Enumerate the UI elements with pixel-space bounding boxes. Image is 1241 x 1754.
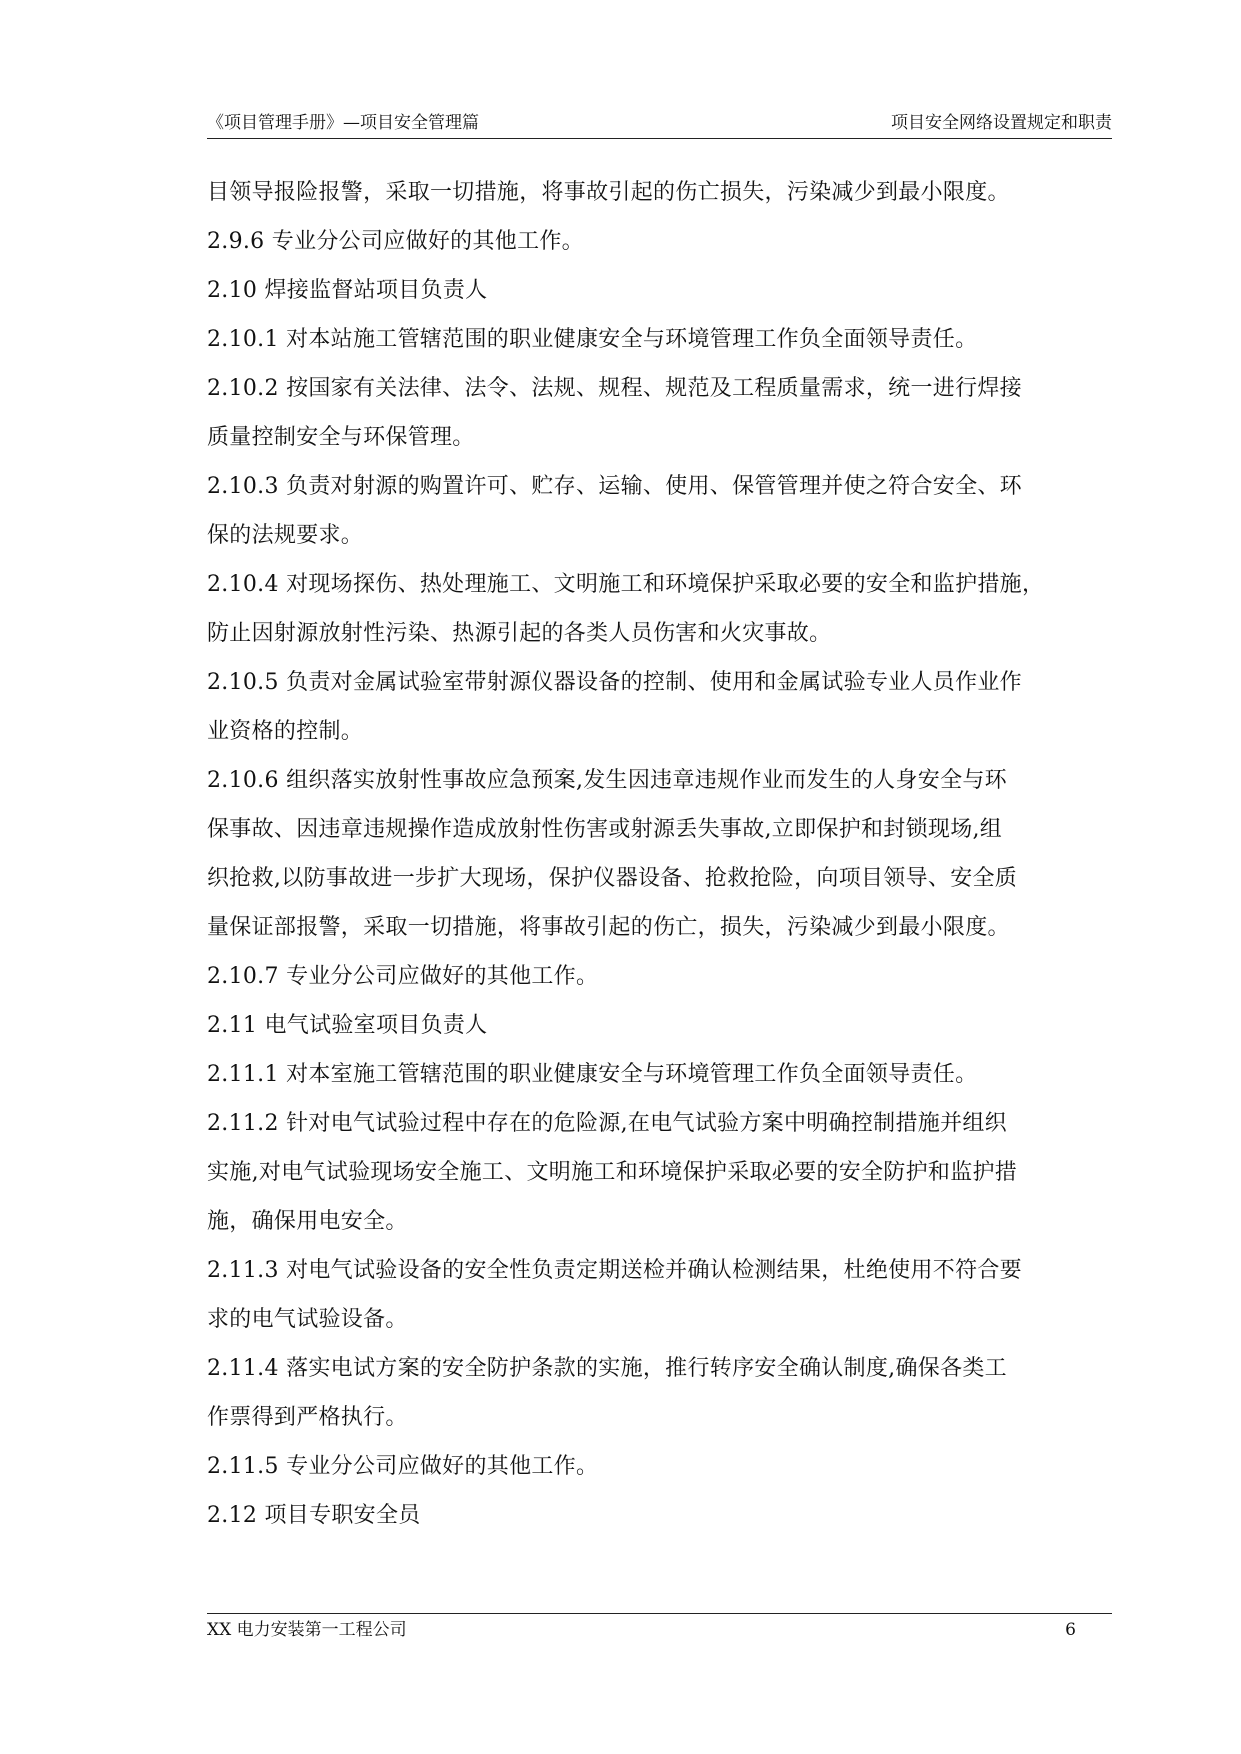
header-manual-title: 《项目管理手册》—项目安全管理篇 — [207, 113, 479, 133]
page-header — [207, 108, 1112, 139]
text-line: 2.10.4 对现场探伤、热处理施工、文明施工和环境保护采取必要的安全和监护措施， — [207, 572, 1045, 597]
header-section-title: 项目安全网络设置规定和职责 — [891, 113, 1112, 133]
text-line: 2.9.6 专业分公司应做好的其他工作。 — [207, 229, 584, 254]
text-line: 2.10.6 组织落实放射性事故应急预案,发生因违章违规作业而发生的人身安全与环 — [207, 768, 1007, 793]
text-line: 防止因射源放射性污染、热源引起的各类人员伤害和火灾事故。 — [207, 621, 832, 646]
body-text — [207, 168, 1112, 1540]
text-line: 求的电气试验设备。 — [207, 1307, 408, 1332]
text-line: 实施,对电气试验现场安全施工、文明施工和环境保护采取必要的安全防护和监护措 — [207, 1160, 1018, 1185]
text-line: 2.10.7 专业分公司应做好的其他工作。 — [207, 964, 599, 989]
text-line: 2.11.5 专业分公司应做好的其他工作。 — [207, 1454, 599, 1479]
text-line: 作票得到严格执行。 — [207, 1405, 408, 1430]
text-line: 2.10.5 负责对金属试验室带射源仪器设备的控制、使用和金属试验专业人员作业作 — [207, 670, 1022, 695]
text-line: 施，确保用电安全。 — [207, 1209, 408, 1234]
text-line: 织抢救,以防事故进一步扩大现场，保护仪器设备、抢救抢险，向项目领导、安全质 — [207, 866, 1018, 891]
text-line: 目领导报险报警，采取一切措施，将事故引起的伤亡损失，污染减少到最小限度。 — [207, 180, 1010, 205]
page-footer — [207, 1613, 1112, 1642]
text-line: 2.11.4 落实电试方案的安全防护条款的实施，推行转序安全确认制度,确保各类工 — [207, 1356, 1007, 1381]
text-line: 2.10.3 负责对射源的购置许可、贮存、运输、使用、保管管理并使之符合安全、环 — [207, 474, 1022, 499]
text-line: 2.11.1 对本室施工管辖范围的职业健康安全与环境管理工作负全面领导责任。 — [207, 1062, 978, 1087]
footer-company-name: XX 电力安装第一工程公司 — [207, 1620, 407, 1640]
text-line: 业资格的控制。 — [207, 719, 364, 744]
page-number: 6 — [1065, 1620, 1076, 1640]
text-line: 2.11.2 针对电气试验过程中存在的危险源,在电气试验方案中明确控制措施并组织 — [207, 1111, 1007, 1136]
text-line: 量保证部报警，采取一切措施，将事故引起的伤亡，损失，污染减少到最小限度。 — [207, 915, 1010, 940]
text-line: 2.10.2 按国家有关法律、法令、法规、规程、规范及工程质量需求，统一进行焊接 — [207, 376, 1022, 401]
text-line: 保的法规要求。 — [207, 523, 364, 548]
section-heading: 2.11 电气试验室项目负责人 — [207, 1013, 488, 1038]
section-heading: 2.10 焊接监督站项目负责人 — [207, 278, 488, 303]
text-line: 保事故、因违章违规操作造成放射性伤害或射源丢失事故,立即保护和封锁现场,组 — [207, 817, 1003, 842]
text-line: 质量控制安全与环保管理。 — [207, 425, 475, 450]
section-heading: 2.12 项目专职安全员 — [207, 1503, 421, 1528]
text-line: 2.10.1 对本站施工管辖范围的职业健康安全与环境管理工作负全面领导责任。 — [207, 327, 978, 352]
text-line: 2.11.3 对电气试验设备的安全性负责定期送检并确认检测结果，杜绝使用不符合要 — [207, 1258, 1022, 1283]
